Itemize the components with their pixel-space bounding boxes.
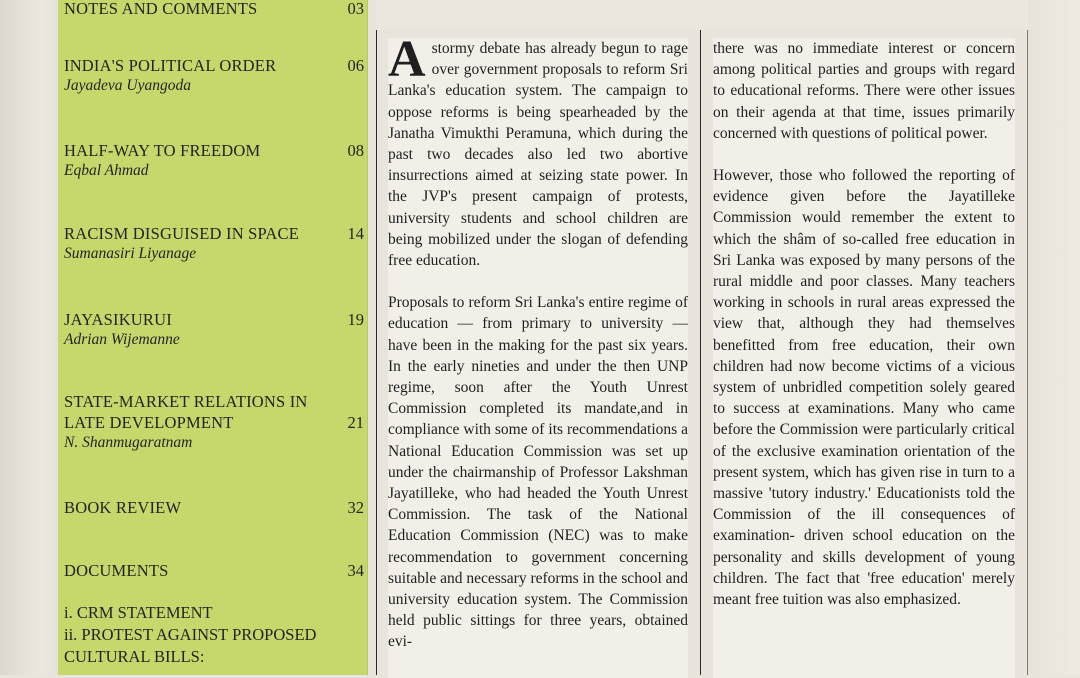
toc-author: Sumanasiri Liyanage: [64, 245, 197, 262]
toc-subitem[interactable]: ii. PROTEST AGAINST PROPOSED: [64, 625, 317, 644]
toc-page: 06: [347, 56, 364, 75]
toc-entry-jayasikurui[interactable]: [64, 309, 364, 350]
toc-author: Adrian Wijemanne: [64, 331, 180, 348]
toc-page: 32: [347, 498, 364, 517]
column-rule-left: [376, 30, 377, 675]
article-paragraph: Proposals to reform Sri Lanka's entire regime of education — from primary to university — have been in the making for the past six years. In the early nineties and under the then UNP regime, soon after the Youth Unrest Commission completed its mandate,and in compliance with some of its recommendations a National Education Commission was set up under the chairmanship of Professor Lakshman Jayatilleke, who had headed the Youth Unrest Commission. The task of the National Education Commission (NEC) was to make recommendation to government concerning suitable and necessary reforms in the school and university education system. The Commission held public sittings for three years, obtained evi-: [388, 294, 689, 651]
toc-author: Jayadeva Uyangoda: [64, 77, 191, 94]
toc-entry-notes[interactable]: [64, 0, 364, 19]
toc-entry-india[interactable]: [64, 55, 364, 96]
article-column-1: [388, 31, 689, 678]
toc-title-line2: LATE DEVELOPMENT: [64, 413, 234, 432]
toc-page: 34: [347, 561, 364, 580]
toc-title: HALF-WAY TO FREEDOM: [64, 141, 261, 160]
toc-author: Eqbal Ahmad: [64, 162, 149, 179]
toc-title: BOOK REVIEW: [64, 498, 182, 517]
toc-title: INDIA'S POLITICAL ORDER: [64, 56, 277, 75]
contents-panel: [58, 0, 368, 675]
toc-subitem[interactable]: CULTURAL BILLS:: [64, 647, 205, 666]
toc-subitem[interactable]: i. CRM STATEMENT: [64, 603, 213, 622]
page-right-margin: [1028, 0, 1080, 675]
toc-entry-documents[interactable]: [64, 560, 364, 581]
drop-cap: A: [388, 31, 426, 88]
toc-title: STATE-MARKET RELATIONS IN: [64, 392, 308, 411]
article-paragraph-text: stormy debate has already begun to rage over government proposals to reform Sri Lanka's education system. The campaign to oppose reforms is being spearheaded by the Janatha Vimukthi Peramuna, which during the past two decades also led two abortive insurrections aimed at seizing state power. In the JVP's present campaign of protests, university students and school children are being mobilized under the slogan of defending free education.: [388, 40, 688, 270]
toc-title: JAYASIKURUI: [64, 310, 172, 329]
article-paragraph: there was no immediate interest or concern among political parties and groups with regard to educational reforms. There were other issues on their agenda at that time, issues primarily concerned with questions of political power.: [713, 40, 1015, 142]
toc-page: 14: [347, 224, 364, 243]
toc-subitems: [64, 602, 364, 668]
toc-entry-halfway[interactable]: [64, 140, 364, 181]
toc-author: N. Shanmugaratnam: [64, 434, 193, 451]
toc-page: 19: [347, 310, 364, 329]
article-paragraph: However, those who followed the reporting of evidence given before the Jayatilleke Commission would remember the extent to which the shâm of so-called free education in Sri Lanka was exposed by many persons of the rural middle and poor classes. Many teachers working in schools in rural areas expressed the view that, although they had themselves benefitted from free education, their own children had now become victims of a vicious system of unbridled competition solely geared to success at examinations. Many who came before the Commission were particularly critical of the exclusive examination orientation of the present system, which has given rise in turn to a massive 'tutory industry.' Educationists told the Commission of the ill consequences of examination- driven school education on the personality and skills development of young children. The fact that 'free education' merely meant free tuition was also emphasized.: [713, 167, 1015, 609]
page-gutter: [0, 0, 58, 675]
toc-entry-state-market[interactable]: [64, 391, 364, 453]
top-header-strip: [376, 0, 1028, 30]
toc-entry-racism[interactable]: [64, 223, 364, 264]
toc-title: DOCUMENTS: [64, 561, 169, 580]
toc-page: 21: [347, 413, 364, 432]
toc-title: NOTES AND COMMENTS: [64, 0, 258, 18]
column-rule-middle: [700, 30, 701, 675]
toc-page: 03: [347, 0, 364, 18]
toc-entry-book-review[interactable]: [64, 497, 364, 518]
article-column-2: [713, 38, 1015, 678]
toc-title: RACISM DISGUISED IN SPACE: [64, 224, 299, 243]
toc-page: 08: [347, 141, 364, 160]
article-paragraph: [388, 31, 688, 271]
